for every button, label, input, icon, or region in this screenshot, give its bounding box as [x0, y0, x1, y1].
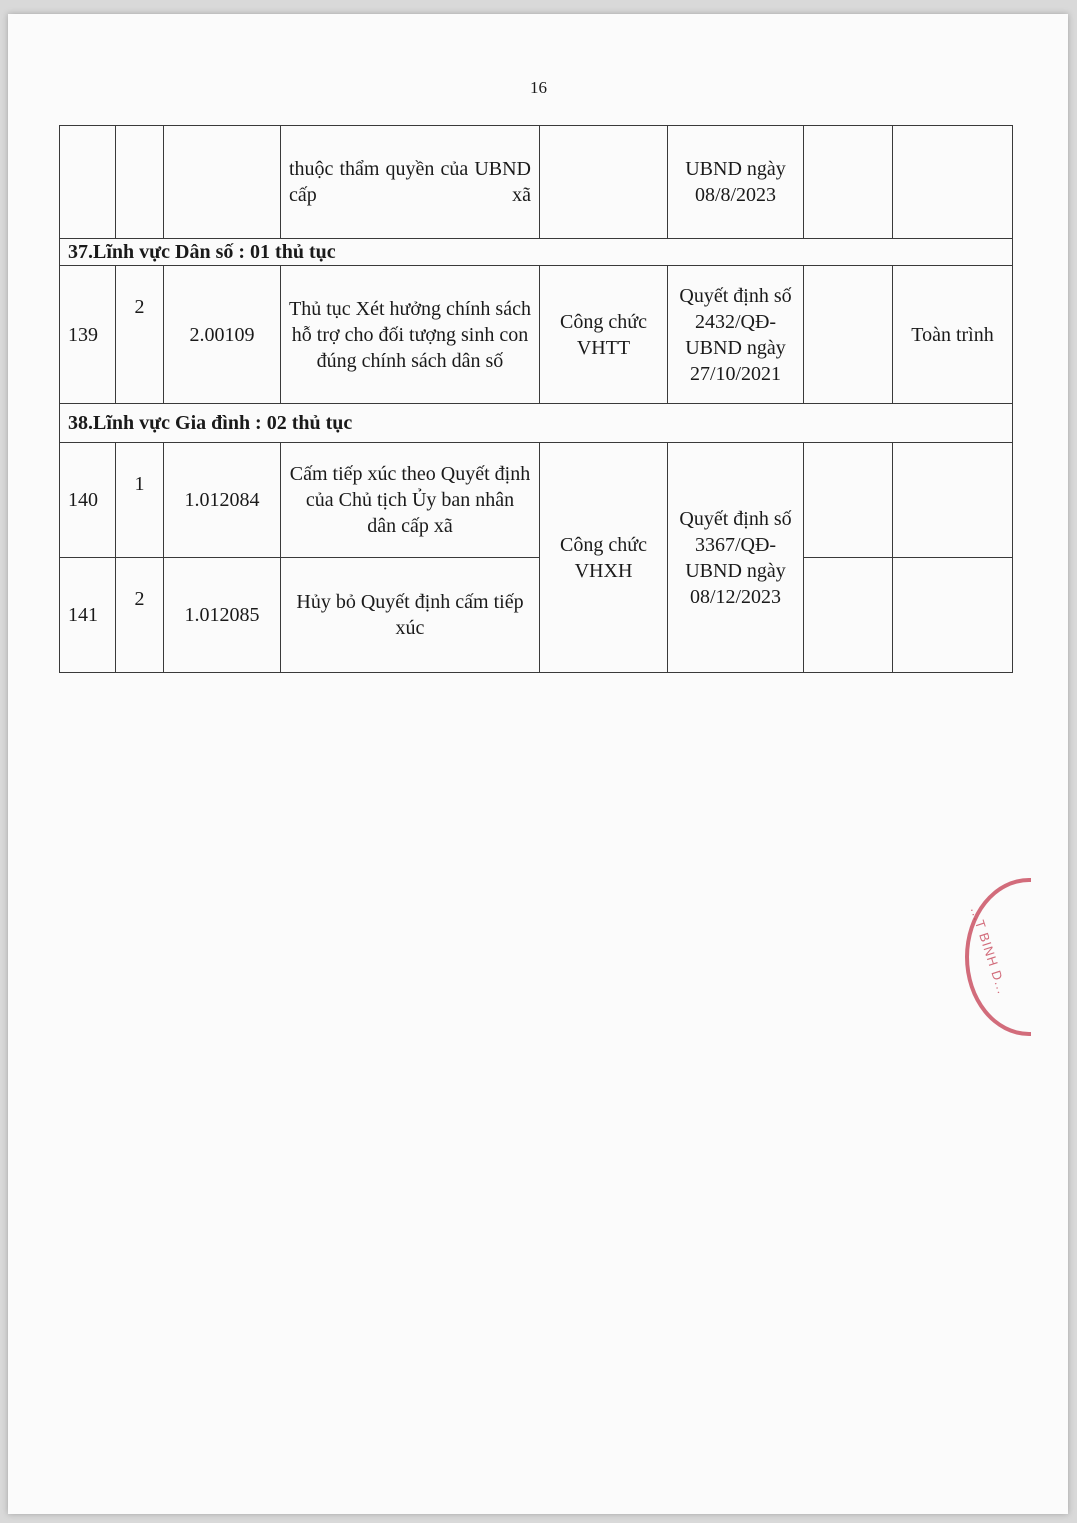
section-header-row	[60, 239, 1013, 266]
cell-index: 1	[116, 443, 164, 558]
cell-index: 2	[116, 266, 164, 404]
cell-index: 2	[116, 558, 164, 673]
cell-procedure-name: Cấm tiếp xúc theo Quyết định của Chủ tịch Ủy ban nhân dân cấp xã	[281, 443, 540, 558]
cell-service-level: Toàn trình	[893, 266, 1013, 404]
cell-empty	[540, 126, 668, 239]
cell-code: 1.012085	[164, 558, 281, 673]
page-number: 16	[530, 78, 547, 97]
cell-stt: 139	[60, 266, 116, 404]
table-row	[60, 443, 1013, 558]
cell-decision: Quyết định số 3367/QĐ-UBND ngày 08/12/2023	[668, 443, 804, 673]
section-header-row	[60, 404, 1013, 443]
cell-code: 1.012084	[164, 443, 281, 558]
cell-empty	[60, 126, 116, 239]
cell-decision: Quyết định số 2432/QĐ-UBND ngày 27/10/2021	[668, 266, 804, 404]
cell-officer: Công chức VHTT	[540, 266, 668, 404]
cell-empty	[893, 443, 1013, 558]
cell-procedure-name: thuộc thẩm quyền của UBND cấp xã	[281, 126, 540, 239]
cell-empty	[116, 126, 164, 239]
seal-text: ...T BINH D...	[967, 905, 1011, 997]
cell-decision: UBND ngày 08/8/2023	[668, 126, 804, 239]
cell-empty	[164, 126, 281, 239]
cell-empty	[804, 558, 893, 673]
section-title: 38.Lĩnh vực Gia đình : 02 thủ tục	[60, 404, 1013, 443]
table-row	[60, 266, 1013, 404]
cell-empty	[804, 126, 893, 239]
cell-empty	[804, 266, 893, 404]
cell-empty	[804, 443, 893, 558]
table-row-continued	[60, 126, 1013, 239]
section-title: 37.Lĩnh vực Dân số : 01 thủ tục	[60, 239, 1013, 266]
cell-stt: 141	[60, 558, 116, 673]
table-row	[60, 558, 1013, 673]
cell-officer: Công chức VHXH	[540, 443, 668, 673]
cell-empty	[893, 126, 1013, 239]
procedures-table	[59, 125, 1013, 673]
cell-code: 2.00109	[164, 266, 281, 404]
cell-procedure-name: Hủy bỏ Quyết định cấm tiếp xúc	[281, 558, 540, 673]
cell-stt: 140	[60, 443, 116, 558]
cell-procedure-name: Thủ tục Xét hưởng chính sách hỗ trợ cho đối tượng sinh con đúng chính sách dân số	[281, 266, 540, 404]
cell-empty	[893, 558, 1013, 673]
